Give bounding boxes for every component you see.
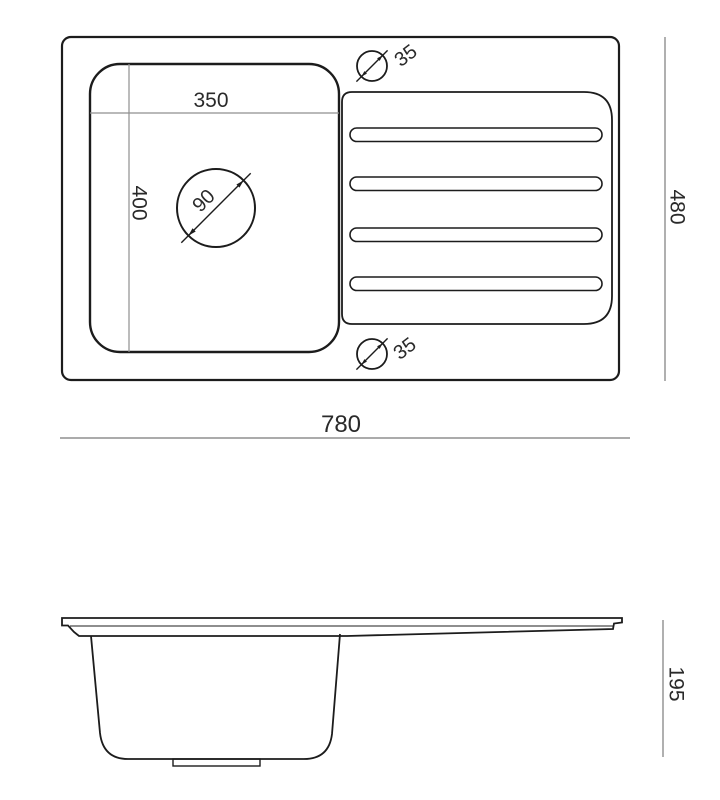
tap-hole-top-label: 35	[390, 40, 422, 72]
drainboard-ridge	[350, 228, 602, 242]
bowl-depth-dimension	[128, 64, 151, 352]
drainboard-outline	[342, 92, 612, 324]
side-height-label: 195	[664, 666, 688, 702]
drainboard-ridge	[350, 177, 602, 191]
tap-hole-bottom-dimension	[356, 334, 420, 370]
bowl-width-dimension	[90, 89, 339, 113]
drainboard-ridge	[350, 128, 602, 142]
rim-profile-outline	[62, 618, 622, 636]
drainboard-ridges	[350, 128, 602, 291]
drainboard-ridge	[350, 277, 602, 291]
bowl-width-label: 350	[193, 89, 229, 112]
tap-hole-top-dimension	[356, 41, 421, 82]
side-view	[62, 618, 688, 766]
tap-hole-bottom-label: 35	[389, 333, 421, 365]
overall-width-dimension	[60, 411, 630, 438]
drain-hole-dimension	[177, 169, 255, 247]
overall-depth-dimension	[665, 37, 689, 381]
overall-depth-label: 480	[665, 189, 689, 225]
drain-stub	[173, 759, 260, 766]
drain-diameter-label: 90	[188, 185, 220, 217]
side-height-dimension	[663, 620, 688, 757]
top-view	[60, 37, 689, 438]
overall-width-label: 780	[320, 411, 362, 438]
bowl-profile-outline	[91, 634, 340, 759]
bowl-depth-label: 400	[127, 185, 151, 221]
